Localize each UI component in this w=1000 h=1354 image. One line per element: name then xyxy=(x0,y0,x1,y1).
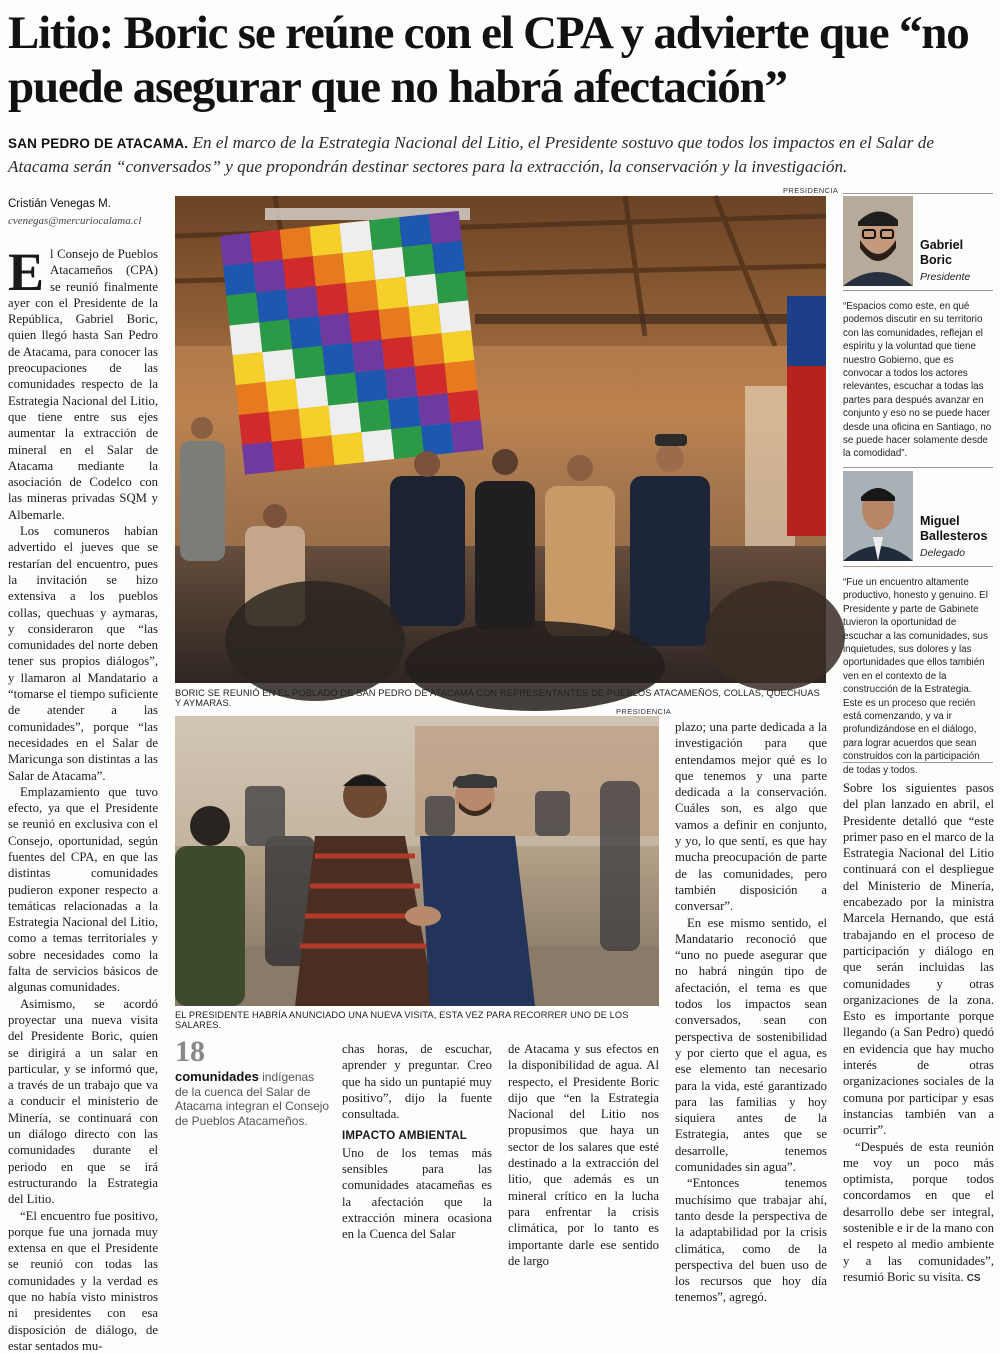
quote-text: “Fue un encuentro altamente productivo, honesto y genuino. El Presidente y parte de Gabinete tuvieron la oportunidad de escuchar a las comunidades, sus inquietudes, sus dolores y las oportunidades que ellos también ven en el contexto de la construcción de la Estrategia. Este es un proceso que recién está comenzando, y va ir profundizándose en el diálogo, para lograr acuerdos que sean construidos con la participación de todas y todos. xyxy=(843,577,988,776)
lead-paragraph xyxy=(8,131,993,178)
quote-text: “Espacios como este, en qué podemos discutir en su territorio con las comunidades, reflejan el espíritu y la voluntad que tiene nuestro Gobierno, que es convocar a todos los actores relevantes, escuchar a todas las partes para después avanzar en conjunto y eso no se puede hacer desde una oficina en Santiago, no se puede hacer solamente desde la comodidad”. xyxy=(843,301,992,460)
paragraph: Los comuneros habían advertido el jueves que se restarían del encuentro, pues la invitación se hizo extensiva a los pueblos collas, quechuas y aymaras, y consideraron que “las comunidades del norte deben tener sus propios diálogos”, y llamaron al Mandatario a “tomarse el tiempo suficiente de atender a las comunidades”, porque “las necesidades en el Salar de Maricunga son distintas a las Salar de Atacama”. xyxy=(8,524,158,783)
column-1 xyxy=(8,242,158,1354)
end-mark: CS xyxy=(966,1272,981,1284)
sidebar-divider xyxy=(843,467,993,468)
paragraph: Uno de los temas más sensibles para las comunidades atacameñas es la afectación que la extracción minera ocasiona en la Cuenca del Salar xyxy=(342,1145,492,1242)
paragraph: “El encuentro fue positivo, porque fue una jornada muy extensa en que el Presidente se reunió con todas las comunidades y la verdad es que no había visto ministros ni presidentes con esa disposición de diálogo, de estar sentados mu- xyxy=(8,1208,158,1353)
second-photo xyxy=(175,716,659,1006)
person-role: Presidente xyxy=(920,271,971,283)
meeting-photo-illustration xyxy=(175,196,826,683)
paragraph: plazo; una parte dedicada a la investigación para que entendamos mejor qué es lo que tenemos y una parte dedicada a la conservación. Cuáles son, es algo que vamos a definir en conjunto, y yo, lo que sentí, es que hay mucha preocupación de parte de las comunidades, pero también disposición a conversar”. xyxy=(675,720,827,914)
drop-cap: E xyxy=(8,242,45,302)
byline xyxy=(8,196,168,230)
paragraph: Sobre los siguientes pasos del plan lanzado en abril, el Presidente detalló que “este primer paso en el marco de la Estrategia Nacional del Litio continuará con el despliegue del Ministerio de Minería, encabezado por la ministra Marcela Hernando, que está trabajando en el proceso de participación y diálogo en que serán incluidas las comunidades y otras organizaciones de la zona. Esto es importante porque llegando (a San Pedro) quedó en evidencia que hay mucho interés de otras organizaciones sociales de la comuna por participar y esas instancias también van a ocurrir”. xyxy=(843,781,994,1138)
paragraph: “Entonces tenemos muchísimo que trabajar ahí, tanto desde la perspectiva de la adaptabilidad por la crisis climática, como de la perspectiva del buen uso de los recursos que hoy día tenemos”, agregó. xyxy=(675,1176,827,1305)
paragraph: “Después de esta reunión me voy un poco más optimista, porque todos concordamos en que el desarrollo debe ser integral, sostenible e ir de la mano con el respeto al medio ambiente y a las comunidades”, resumió Boric su visita. CS xyxy=(843,1139,994,1284)
author-email[interactable]: cvenegas@mercuriocalama.cl xyxy=(8,215,142,227)
dateline: SAN PEDRO DE ATACAMA. xyxy=(8,136,189,151)
boric-portrait xyxy=(843,196,913,286)
sidebar-divider xyxy=(843,566,993,567)
author-name: Cristián Venegas M. xyxy=(8,198,111,210)
photo-credit: PRESIDENCIA xyxy=(783,186,839,195)
main-photo xyxy=(175,196,826,683)
paragraph: Asimismo, se acordó proyectar una nueva visita del Presidente Boric, quien se dirigirá a un salar en particular, y se informó que, a través de un trabajo que va a conducir el ministerio de Minería, se continuará con un diálogo directo con las comunidades durante el periodo en que se irá estructurando la Estrategia del Litio. xyxy=(8,996,158,1207)
handshake-photo-illustration xyxy=(175,716,659,1006)
column-5 xyxy=(843,780,994,1287)
stat-description: comunidades indígenas de la cuenca del Salar de Atacama integran el Consejo de Pueblos Atacameños. xyxy=(175,1069,330,1128)
sidebar-divider xyxy=(843,290,993,291)
headline: Litio: Boric se reúne con el CPA y advierte que “no puede asegurar que no habrá afectación” xyxy=(8,7,969,113)
photo-credit: PRESIDENCIA xyxy=(616,707,672,716)
sidebar-divider xyxy=(843,762,993,763)
paragraph: El Consejo de Pueblos Atacameños (CPA) se reunió finalmente ayer con el Presidente de la República, Gabriel Boric, quien llegó hasta San Pedro de Atacama, para conocer las preocupaciones de las comunidades respecto de la Estrategia Nacional del Litio, que tiene entre sus ejes aumentar la extracción de mineral en el Salar de Atacama mediante la asociación de Codelco con las mineras privadas SQM y Albemarle. xyxy=(8,242,158,522)
paragraph: En ese mismo sentido, el Mandatario reconoció que “uno no puede asegurar que no habrá ningún tipo de afectación, el tema es que todos los impactos sean conversados, sean con perspectiva de sostenibilidad y por cierto que el agua, es ese elemento tan necesario para la vida, esté garantizado para las familias y hoy siquiera antes de la Estrategia, antes que se desarrolle, tenemos comunidades sin agua”. xyxy=(675,915,827,1175)
lead-text: En el marco de la Estrategia Nacional del Litio, el Presidente sostuvo que todos los impactos en el Salar de Atacama serán “conversados” y que propondrán destinar sectores para la extracción, la conservación y la investigación. xyxy=(8,133,935,176)
sidebar-divider xyxy=(843,193,993,194)
column-2 xyxy=(342,1041,492,1243)
stat-box xyxy=(175,1035,330,1128)
person-name: Miguel Ballesteros xyxy=(920,514,988,543)
paragraph: de Atacama y sus efectos en la disponibilidad de agua. Al respecto, el Presidente Boric dijo que “en la Estrategia Nacional del Litio nos propusimos que haya un sector de los salares que esté destinado a la extracción del litio, que además es un mineral crítico en la lucha para enfrentar la crisis climática, por lo tanto es importante darle ese sentido de largo xyxy=(508,1042,659,1268)
column-4 xyxy=(675,719,827,1306)
photo-caption: EL PRESIDENTE HABRÍA ANUNCIADO UNA NUEVA VISITA, ESTA VEZ PARA RECORRER UNO DE LOS SALARES. xyxy=(175,1010,629,1030)
ballesteros-portrait xyxy=(843,471,913,561)
paragraph: Emplazamiento que tuvo efecto, ya que el Presidente se reunió en exclusiva con el Consejo, oportunidad, según fuentes del CPA, en que las distintas comunidades pudieron exponer respecto a temáticas relacionadas a la Estrategia Nacional del Litio, como a temas territoriales y sobre necesidades como la falta de servicios básicos de algunas comunidades. xyxy=(8,784,158,995)
person-name: Gabriel Boric xyxy=(920,238,964,267)
paragraph: chas horas, de escuchar, aprender y preguntar. Creo que ha sido un puntapié muy positivo”, dijo la fuente consultada. xyxy=(342,1042,492,1122)
stat-number: 18 xyxy=(175,1035,205,1068)
section-subhead: IMPACTO AMBIENTAL xyxy=(342,1130,467,1143)
person-role: Delegado xyxy=(920,547,965,559)
photo-caption: BORIC SE REUNIÓ EN EL POBLADO DE SAN PEDRO DE ATACAMA CON REPRESENTANTES DE PUEBLOS ATACAMEÑOS, COLLAS, QUECHUAS Y AYMARAS. xyxy=(175,688,820,708)
column-3 xyxy=(508,1041,659,1269)
